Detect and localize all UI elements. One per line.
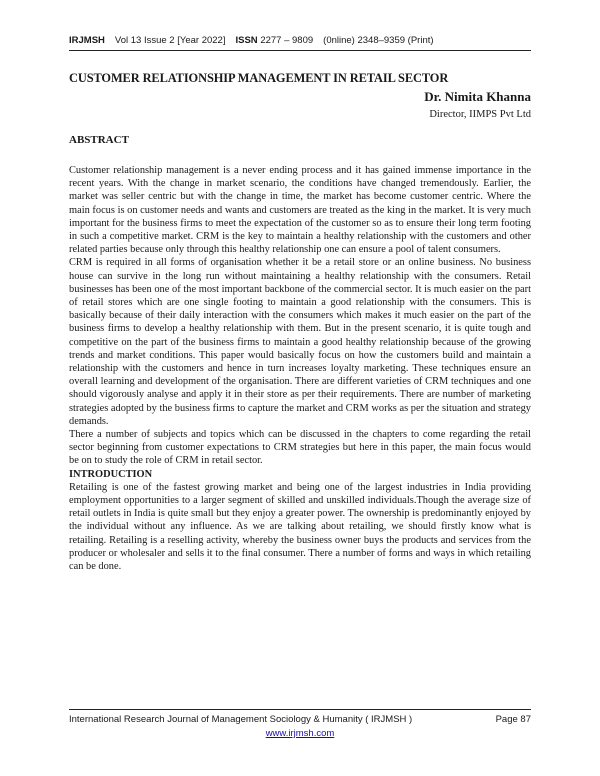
author-name: Dr. Nimita Khanna xyxy=(424,89,531,104)
volume-info: Vol 13 Issue 2 [Year 2022] xyxy=(114,35,226,46)
footer-journal-name: International Research Journal of Management Sociology & Humanity ( IRJMSH ) xyxy=(69,714,413,725)
header-rule xyxy=(69,50,531,51)
abstract-paragraph-3: There a number of subjects and topics which can be discussed in the chapters to come regarding the retail sector beginning from customer expectations to CRM strategies but here in this paper, the main focus would be on to study the role of CRM in retail sector. xyxy=(69,429,531,467)
issn-label: ISSN xyxy=(235,35,258,46)
issn-value: 2277 – 9809 xyxy=(260,35,314,46)
introduction-heading: INTRODUCTION xyxy=(69,468,153,480)
abstract-heading: ABSTRACT xyxy=(69,134,129,146)
author-affiliation: Director, IIMPS Pvt Ltd xyxy=(429,109,531,120)
online-issn: (0nline) 2348–9359 (Print) xyxy=(323,35,434,46)
journal-abbr: IRJMSH xyxy=(69,35,105,46)
abstract-paragraph-1: Customer relationship management is a never ending process and it has gained immense importance in the recent years. With the change in market scenario, the conditions have changed tremendously. Earlier, the market was seller centric but with the change in time, the market has become customer centric. Where the main focus is on customer needs and wants and customers are treated as the king in the market. It is very much important for the business firms to meet the expectation of the customer so as to ensure their long term footing in such a competitive market. CRM is the key to maintain a healthy relationship with the customers and other related parties because only through this healthy relationship one can ensure a pool of talent consumers. xyxy=(69,165,531,256)
page-number: Page 87 xyxy=(495,714,531,725)
paper-title: CUSTOMER RELATIONSHIP MANAGEMENT IN RETAIL SECTOR xyxy=(69,71,449,85)
paper-body xyxy=(69,164,531,573)
running-header xyxy=(69,35,434,46)
abstract-paragraph-2: CRM is required in all forms of organisation whether it be a retail store or an online business. No business house can survive in the long run without maintaining a healthy relationship with the consumers. Retail businesses has been one of the most important backbone of the commercial sector. It is much easier on the part of retail stores which are one single footing to maintain a good relationship with the consumers. This is basically because of their daily interaction with the consumers which makes it much easier on the part of the business firms to develop a healthy relationship with them. But in the present scenario, it is quite tough and competitive on the part of the business firms to maintain a good healthy relationship because of the growing trends and market conditions. This paper would basically focus on how the customers build and maintain a relationship with the customers and hence in turn increases loyalty marketing. These techniques ensure an overall learning and development of the organisation. There are different varieties of CRM techniques and one should vigorously analyse and apply it in their store as per their requirements. There are number of marketing strategies adopted by the business firms to capture the market and CRM works as per the situation and strategy demands. xyxy=(69,257,531,427)
running-footer xyxy=(69,714,531,725)
footer-rule xyxy=(69,709,531,710)
introduction-paragraph: Retailing is one of the fastest growing market and being one of the largest industries in India providing employment opportunities to a larger segment of skilled and unskilled individuals.Though the average size of retail outlets in India is quite small but they enjoy a greater power. The ownership is predominantly enjoyed by the individual without any influence. As we are talking about retailing, we should firstly know what is retailing. Retailing is a reselling activity, whereby the business owner buys the products and services from the producer or wholesaler and sells it to the final consumer. There a number of forms and ways in which retailing can be done. xyxy=(69,481,531,573)
website-link[interactable]: www.irjmsh.com xyxy=(265,728,335,739)
